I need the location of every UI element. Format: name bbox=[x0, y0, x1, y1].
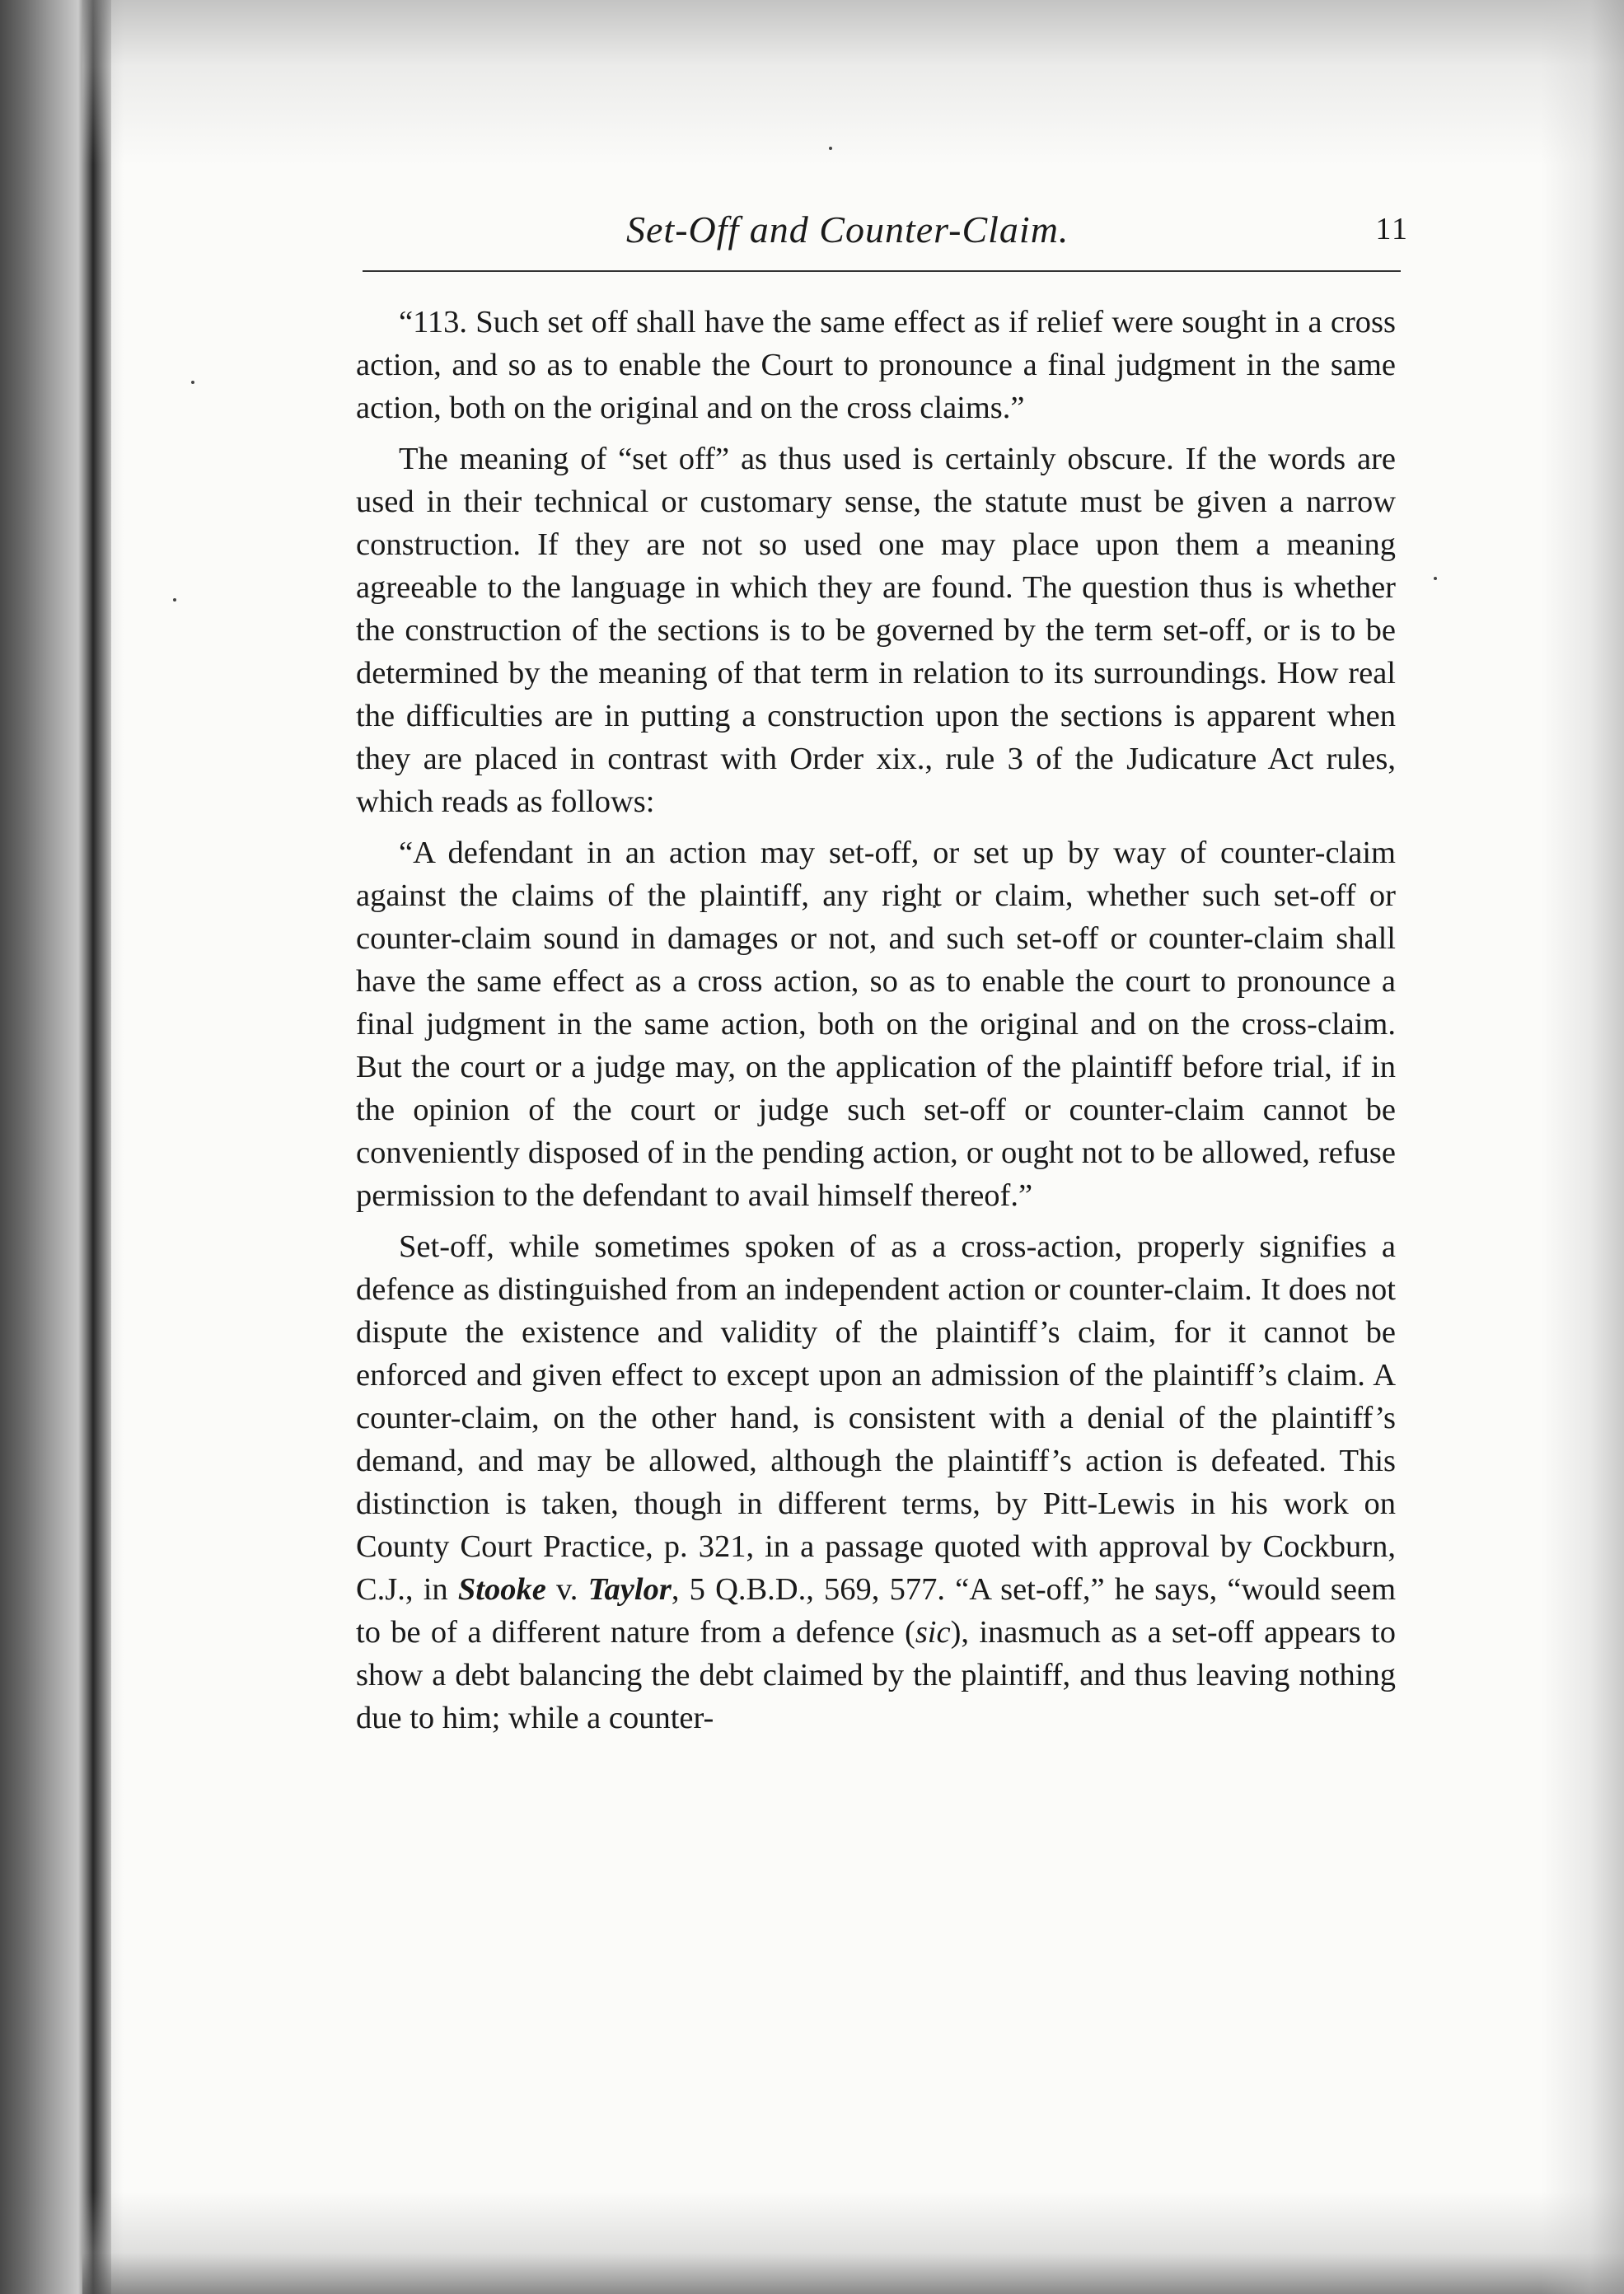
page-header bbox=[354, 208, 1409, 265]
paragraph-statute-quote: “113. Such set off shall have the same effect as if relief were sought in a cross action, and so as to enable the Court to pronounce a final judgment in the same action, both on the original and on the cross claims.” bbox=[356, 305, 1396, 425]
case-name-stooke: Stooke bbox=[457, 1572, 546, 1607]
scan-speck bbox=[829, 147, 832, 150]
scan-noise-top bbox=[82, 0, 1624, 165]
paragraph-text-segment: v. bbox=[545, 1572, 588, 1607]
paragraph-meaning-of-set-off: The meaning of “set off” as thus used is certainly obscure. If the words are used in their technical or customary sense, the statute must be given a narrow construction. If they are not so used one may place upon them a meaning agreeable to the language in which they are found. The question thus is whether the construction of the sections is to be governed by the term set-off, or is to be determined by the meaning of that term in relation to its surroundings. How real the difficulties are in putting a construction upon the sections is apparent when they are placed in contrast with Order xix., rule 3 of the Judicature Act rules, which reads as follows: bbox=[356, 442, 1396, 819]
running-title: Set-Off and Counter-Claim. bbox=[626, 208, 1069, 250]
paragraph-text-segment: Set-off, while sometimes spoken of as a cross-action, properly signifies a defence as distinguished from an independent action or counter-claim. It does not dispute the existence and validity of the plaintiff’s claim, for it cannot be enforced and given effect to except upon an admission of the plaintiff’s claim. A counter-claim, on the other hand, is consistent with a denial of the plaintiff’s demand, and may be allowed, although the plaintiff’s action is defeated. This distinction is taken, though in different terms, by Pitt-Lewis in his work on County Court Practice, p. 321, in a passage quoted with approval by Cockburn, C.J., in bbox=[356, 1229, 1396, 1607]
binding-edge bbox=[78, 0, 111, 2294]
header-rule bbox=[363, 270, 1401, 272]
case-name-taylor: Taylor bbox=[587, 1572, 672, 1607]
paragraph-text-segment: , 5 Q.B.D., 569, 577. “A set-off,” he says, “would seem to be of a different nature from a defence ( bbox=[356, 1572, 1397, 1650]
scan-speck bbox=[191, 381, 194, 384]
sic-marker: sic bbox=[915, 1615, 951, 1650]
scan-noise-bottom bbox=[82, 2192, 1624, 2294]
paragraph-set-off-defence bbox=[356, 1225, 1396, 1739]
paragraph-order-xix-quote: “A defendant in an action may set-off, or set up by way of counter-claim against the claims of the plaintiff, any right or claim, whether such set-off or counter-claim sound in damages or not, and such set-off or counter-claim shall have the same effect as a cross action, so as to enable the court to pronounce a final judgment in the same action, both on the original and on the cross-claim. But the court or a judge may, on the application of the plaintiff before trial, if in the opinion of the court or judge such set-off or counter-claim cannot be conveniently disposed of in the pending action, or ought not to be allowed, refuse permission to the defendant to avail himself thereof.” bbox=[356, 836, 1396, 1213]
paragraph-text-segment: ), inasmuch as a set-off appears to show a debt balancing the debt claimed by the plaintiff, and thus leaving nothing due to him; while a counter- bbox=[356, 1615, 1396, 1735]
body-text bbox=[356, 301, 1396, 1748]
page-number: 11 bbox=[1375, 212, 1409, 246]
scan-speck bbox=[1434, 577, 1437, 580]
scan-speck bbox=[173, 598, 176, 602]
scan-noise-right bbox=[1541, 0, 1624, 2294]
